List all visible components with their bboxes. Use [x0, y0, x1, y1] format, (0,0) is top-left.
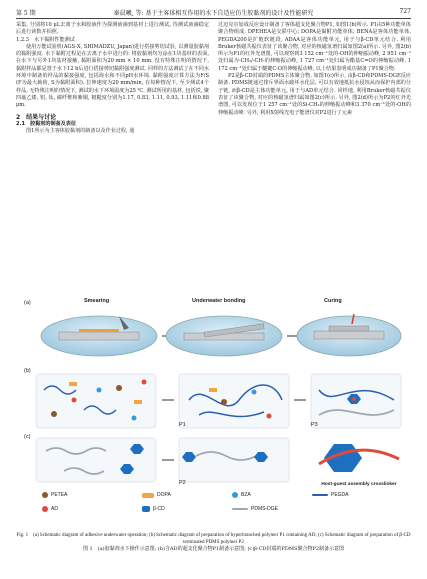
label-p1: P1: [179, 422, 186, 428]
panel-a-label: (a): [24, 300, 31, 306]
paragraph: 使用万能试验机(AGS-X, SHIMADZU, Japan)进行搭接剪切试验, 以测量胶黏剂的黏附强度. 水下黏附过程是在去离子水中进行的: 将胶黏剂均匀涂在1块基材的表面, 在水下与另外1块基材接触, 黏附面积为20 mm × 10 mm. 没有特殊注明的情况下, 黏附样品都是置于水下12 h后进行搭接剪切黏附强度测试. 同样的方法测试了在不同水环境中制备的样品的黏接强度, 包括海水和不同pH水环境. 黏附强度计算方法为F/S (F为最大载荷, S为黏附面积). 拉伸速度为20 mm/min, 在每种情况下, 至少测试4个样品, 无特殊注明的情况下, 测试的水下环境温度为25 ℃. 测试所用的基材, 包括铁, 聚四氟乙烯, 铝, 钛, 碳纤维和紫铜, 粗糙度分别为1.17, 0.83, 1.11, 0.93, 1.11和0.88 μm.: [16, 43, 209, 109]
step-underwater-label: Underwater bonding: [192, 298, 246, 304]
subsection-heading: 2.1 胶黏剂的制备及表征: [16, 120, 76, 127]
pegda-swatch: [312, 494, 328, 496]
panel-b-diagram: [24, 370, 404, 432]
caption-chinese: 图 1 (a)胶黏剂水下操作示意图; (b)含AD的超支化聚合物P1制备示意图; (c)β-CD封端的PDMS聚合物P2制备示意图: [82, 546, 345, 552]
legend-ad: AD: [42, 506, 58, 512]
paragraph: 过迈克尔加成反应设计制备了客体超支化聚合物P1, 如图1(b)所示. P1由5种功能单体聚合物组成, DPEHEA是交联中心; DOPA是黏附功能单体; BENA是客体功能单体, PEGDA200是扩链软链段, ADAA是客体功能单元, 用于与β-CD单元结合. 利用Bruker核磁共振仪表征了该聚合物, 对应的核磁氢谱归属如图2(a)所示. 另外, 图2(b)所示为P1的红外光谱图, 可以观察到3 152 cm⁻¹处的-OH的伸缩振动峰, 2 951 cm⁻¹处归属为-CH₂/-CH-的伸缩振动峰, 1 727 cm⁻¹处归属为酯基C=O的伸缩振动峰, 1 172 cm⁻¹处归属于醚键C-O的伸缩振动峰, 以上结果表明成功制备了P1聚合物.: [218, 22, 411, 72]
figure-caption: [16, 532, 411, 553]
page-header: [16, 6, 411, 18]
polymer-p2: [179, 438, 289, 482]
pdms-reactants: [36, 438, 156, 482]
bcd-swatch: [142, 506, 150, 512]
running-title: 秦晨曦, 等: 基于主客体相互作用的水下自适应仿生胶黏剂的设计及性能研究: [113, 10, 314, 17]
dish-2: [166, 316, 282, 356]
paragraph: 采集, 分别将10 μL去离子水和胶液作为探测液滴到基材上进行测试, 待测试液滴稳定后进行读数并拍照.: [16, 22, 209, 36]
figure-legend: [32, 490, 392, 520]
panel-c-label: (c): [24, 434, 31, 440]
host-guest-illustration: [314, 434, 404, 482]
label-p3: P3: [311, 422, 318, 428]
legend-pdms: PDMS-DGE: [232, 506, 278, 512]
legend-bcd: β-CD: [142, 506, 165, 512]
right-column: [218, 22, 411, 117]
label-p2: P2: [179, 480, 186, 486]
ad-swatch: [42, 506, 48, 512]
bza-swatch: [232, 492, 238, 498]
polymer-p1: [179, 374, 289, 428]
legend-pegda: PEGDA: [312, 492, 349, 498]
step-curing-label: Curing: [324, 298, 342, 304]
peteea-swatch: [42, 492, 48, 498]
panel-a-diagram: [24, 306, 404, 366]
legend-dopa: DOPA: [142, 492, 171, 498]
panel-b-label: (b): [24, 368, 31, 374]
caption-english: Fig. 1 (a) Schematic diagram of adhesive underwater operation; (b) Schematic diagram of preparation of hyperbranched polymer P1 containing AD; (c) Schematic diagram of preparation of β-CD terminated PDMS polymer P2: [16, 533, 411, 545]
host-guest-label: Host-guest assembly crosslinker: [321, 482, 397, 487]
monomer-mixture: [36, 374, 156, 428]
polymer-p3: [311, 374, 401, 428]
dish-1: [41, 316, 157, 356]
page-number: 727: [399, 8, 411, 15]
section-heading: 2 结果与讨论: [16, 113, 57, 121]
left-column: [16, 22, 209, 135]
dopa-swatch: [142, 493, 154, 498]
paragraph: 图1所示为主客体胶黏剂的制备以及作业过程, 通: [26, 128, 135, 135]
pdms-swatch: [232, 508, 248, 510]
paragraph: P2是β-CD封端的PDMS主体聚合物, 如图1(c)所示, 由β-CD和PDMS-DGE反应制备. PDMS链通过排斥界面水破坏水化层, 可以有效地抵抗水侵蚀从而保护内部的分子链, 而β-CD是主体功能单元, 用于与AD单元结合. 同样地, 利用Bruker核磁共振仪表征了该聚合物, 对应的核磁氢谱归属如图2(c)所示. 另外, 图2(d)所示为P2的红外光谱图, 可以发现位于1 257 cm⁻¹处的Si-CH₃的伸缩振动峰和3 370 cm⁻¹处的-OH的伸缩振动峰. 另外, 利用X射线光电子能谱仪对P2进行了元素: [218, 73, 411, 116]
legend-peteea: PETEA: [42, 492, 67, 498]
section-heading: 1.2.3 水下黏附性能测试: [16, 36, 75, 43]
step-smearing-label: Smearing: [84, 298, 110, 304]
dish-3: [297, 314, 401, 356]
issue-label: 第 5 期: [16, 10, 36, 17]
legend-bza: BZA: [232, 492, 251, 498]
header-rule: [16, 18, 411, 19]
panel-c-diagram: [24, 436, 304, 486]
